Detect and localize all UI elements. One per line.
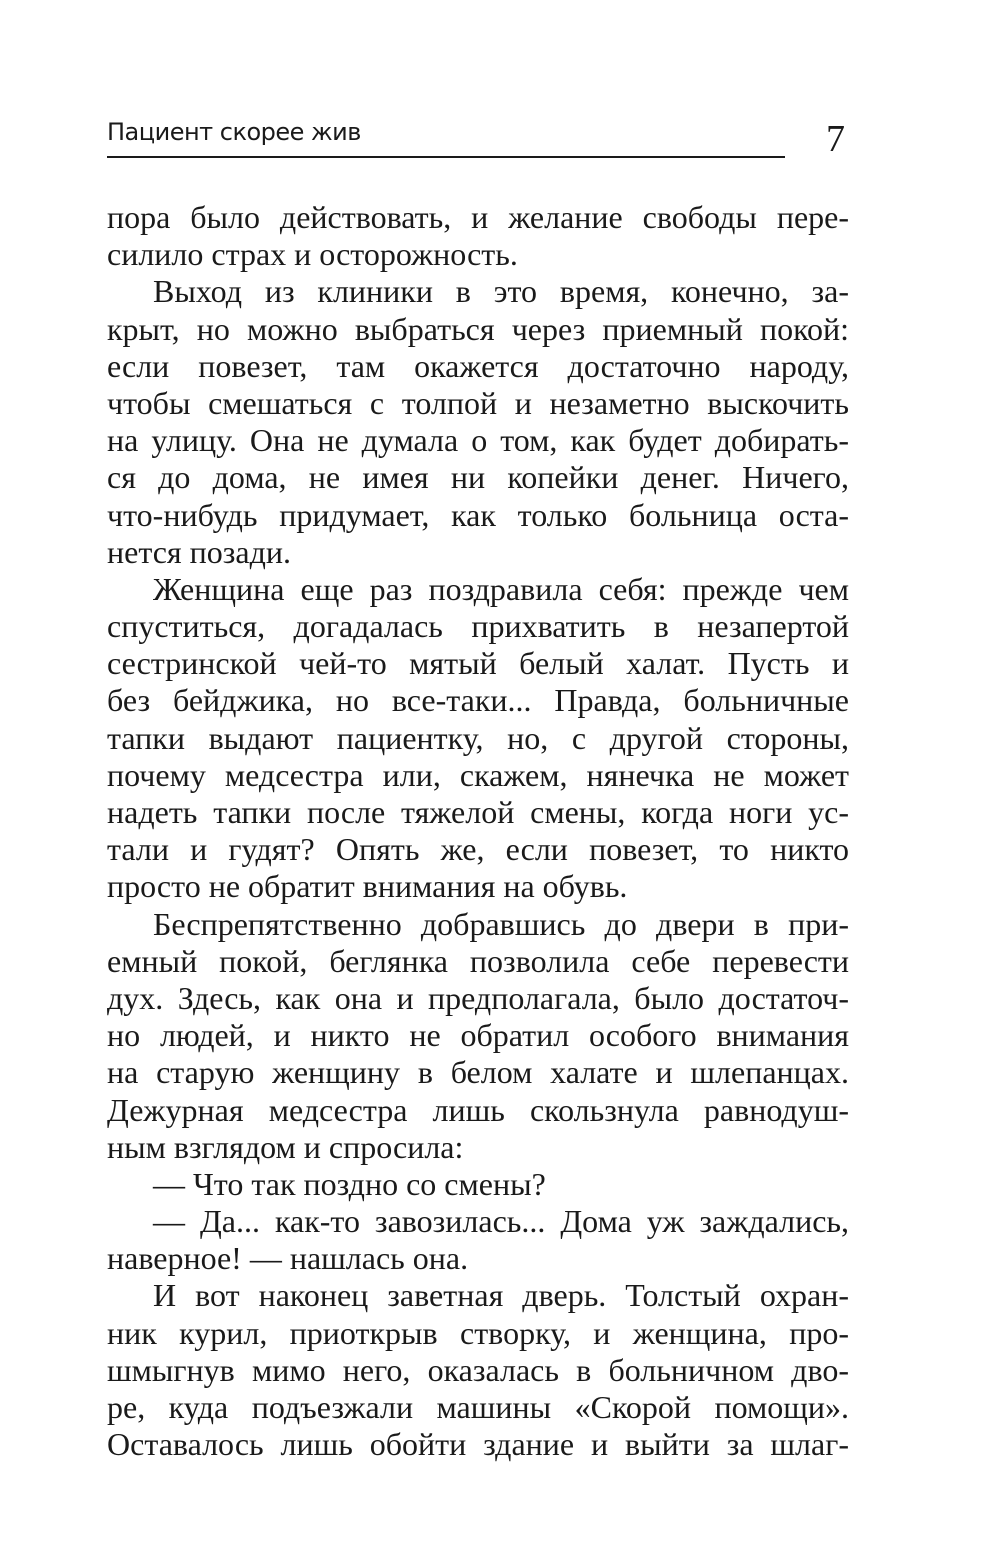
text-line: Дежурная медсестра лишь скользнула равнодуш-	[107, 1091, 849, 1128]
text-line: почему медсестра или, скажем, нянечка не может	[107, 756, 849, 793]
text-line: силило страх и осторожность.	[107, 236, 518, 273]
text-line: наверное! — нашлась она.	[107, 1240, 469, 1277]
text-line: надеть тапки после тяжелой смены, когда ноги ус-	[107, 794, 849, 830]
text-line: сестринской чей-то мятый белый халат. Пусть и	[107, 645, 849, 682]
text-line: что-нибудь придумает, как только больница оста-	[107, 496, 849, 533]
text-line: ре, куда подъезжали машины «Скорой помощи».	[107, 1389, 849, 1425]
text-line: шмыгнув мимо него, оказалась в больничном дво-	[107, 1351, 849, 1388]
text-line: без бейджика, но все-таки... Правда, больничные	[107, 682, 849, 719]
text-line: на старую женщину в белом халате и шлепанцах.	[107, 1054, 849, 1091]
dialogue-line: — Да... как-то завозилась... Дома уж заждались,	[153, 1203, 849, 1240]
text-line: нется позади.	[107, 533, 291, 570]
text-line: Оставалось лишь обойти здание и выйти за шлаг-	[107, 1426, 849, 1463]
page-number: 7	[826, 118, 845, 160]
text-line: если повезет, там окажется достаточно народу,	[107, 347, 849, 384]
text-line: ся до дома, не имея ни копейки денег. Ничего,	[107, 459, 849, 496]
header-rule	[107, 156, 785, 158]
text-line: тали и гудят? Опять же, если повезет, то никто	[107, 831, 849, 868]
text-line: просто не обратит внимания на обувь.	[107, 868, 628, 905]
text-line: емный покой, беглянка позволила себе перевести	[107, 942, 849, 979]
text-line: ным взглядом и спросила:	[107, 1128, 464, 1165]
text-line: на улицу. Она не думала о том, как будет добирать-	[107, 422, 849, 459]
running-title: Пациент скорее жив	[107, 118, 361, 146]
text-line: Беспрепятственно добравшись до двери в при-	[153, 905, 849, 942]
text-line: тапки выдают пациентку, но, с другой стороны,	[107, 719, 849, 756]
text-line: Женщина еще раз поздравила себя: прежде чем	[153, 570, 849, 607]
dialogue-line: — Что так поздно со смены?	[153, 1165, 546, 1202]
text-line: чтобы смешаться с толпой и незаметно выскочить	[107, 384, 849, 421]
text-line: пора было действовать, и желание свободы пере-	[107, 199, 849, 235]
text-line: ник курил, приоткрыв створку, и женщина, про-	[107, 1314, 849, 1351]
text-line: крыт, но можно выбраться через приемный покой:	[107, 310, 849, 347]
running-head	[107, 108, 797, 160]
text-line: но людей, и никто не обратил особого внимания	[107, 1017, 849, 1054]
body-text	[107, 199, 849, 1463]
text-line: дух. Здесь, как она и предполагала, было достаточ-	[107, 979, 849, 1016]
text-line: Выход из клиники в это время, конечно, за-	[153, 273, 849, 310]
text-line: И вот наконец заветная дверь. Толстый охран-	[153, 1277, 849, 1314]
text-line: спуститься, догадалась прихватить в незапертой	[107, 608, 849, 645]
